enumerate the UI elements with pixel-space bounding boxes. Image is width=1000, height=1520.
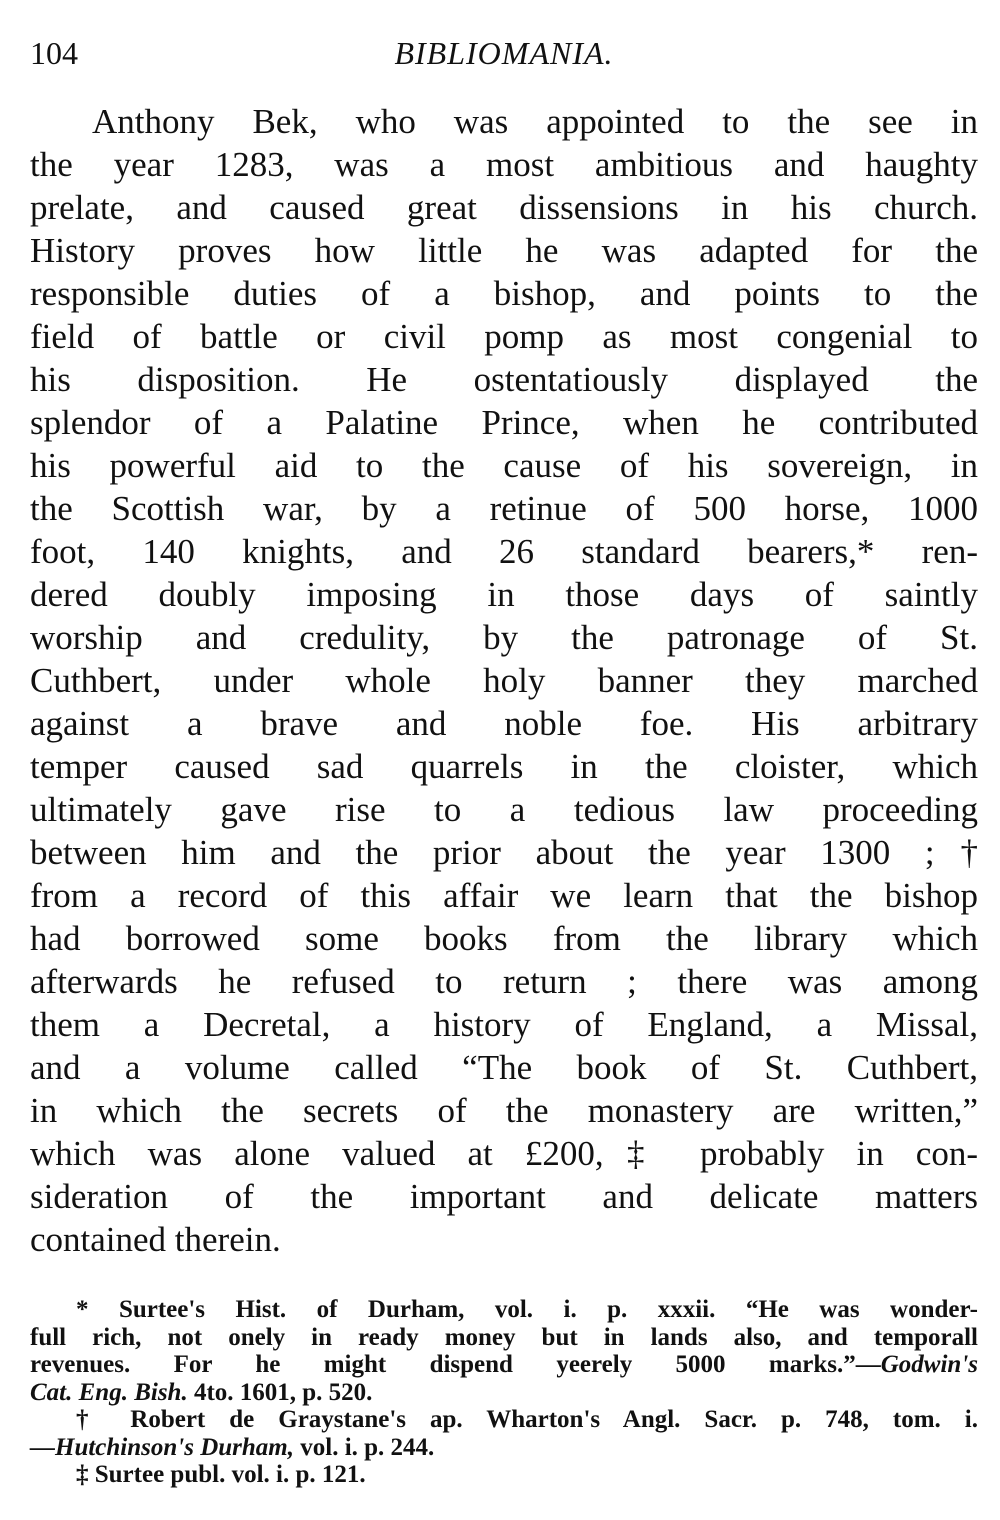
- body-line: them a Decretal, a history of England, a Missal,: [30, 1005, 978, 1044]
- footnote-1-text: revenues. For he might dispend yeerely 5000 marks.”—: [30, 1351, 881, 1378]
- running-title: BIBLIOMANIA.: [394, 35, 614, 71]
- footnote-1-source-title: Cat. Eng. Bish.: [30, 1378, 188, 1406]
- page-number: 104: [30, 35, 78, 71]
- body-line: splendor of a Palatine Prince, when he contributed: [30, 403, 978, 442]
- body-line: Anthony Bek, who was appointed to the see in: [92, 102, 978, 141]
- body-line: against a brave and noble foe. His arbitrary: [30, 704, 978, 743]
- footnote-1-source-author: Godwin's: [880, 1351, 978, 1378]
- footnote-2-line: [30, 1434, 978, 1462]
- body-line: foot, 140 knights, and 26 standard bearers,* ren-: [30, 532, 978, 571]
- body-line: from a record of this affair we learn that the bishop: [30, 876, 978, 915]
- footnote-2-citation: vol. i. p. 244.: [294, 1433, 435, 1461]
- body-line: responsible duties of a bishop, and points to the: [30, 274, 978, 313]
- footnote-1-line: [30, 1351, 978, 1379]
- footnote-3-line: ‡ Surtee publ. vol. i. p. 121.: [76, 1461, 366, 1488]
- body-paragraph: [30, 100, 978, 1261]
- body-line: in which the secrets of the monastery are written,”: [30, 1091, 978, 1130]
- body-line: History proves how little he was adapted for the: [30, 231, 978, 270]
- body-line: his powerful aid to the cause of his sovereign, in: [30, 446, 978, 485]
- body-line: which was alone valued at £200,‡ probably in con-: [30, 1134, 978, 1173]
- footnote-2-line: † Robert de Graystane's ap. Wharton's Angl. Sacr. p. 748, tom. i.: [76, 1406, 978, 1433]
- body-line: the year 1283, was a most ambitious and haughty: [30, 145, 978, 184]
- body-line: temper caused sad quarrels in the cloister, which: [30, 747, 978, 786]
- body-line: worship and credulity, by the patronage of St.: [30, 618, 978, 657]
- body-line: between him and the prior about the year 1300 ;†: [30, 833, 978, 872]
- body-line: his disposition. He ostentatiously displayed the: [30, 360, 978, 399]
- body-line: sideration of the important and delicate matters: [30, 1177, 978, 1216]
- footnote-1-line: [30, 1379, 978, 1407]
- body-line: contained therein.: [30, 1220, 281, 1259]
- page-header: [30, 28, 978, 78]
- body-line: dered doubly imposing in those days of saintly: [30, 575, 978, 614]
- body-line: prelate, and caused great dissensions in his church.: [30, 188, 978, 227]
- body-line: had borrowed some books from the library which: [30, 919, 978, 958]
- body-line: Cuthbert, under whole holy banner they marched: [30, 661, 978, 700]
- body-line: afterwards he refused to return ; there was among: [30, 962, 978, 1001]
- footnote-1-line: full rich, not onely in ready money but in lands also, and temporall: [30, 1323, 978, 1351]
- body-line: ultimately gave rise to a tedious law proceeding: [30, 790, 978, 829]
- body-line: and a volume called “The book of St. Cuthbert,: [30, 1048, 978, 1087]
- body-line: the Scottish war, by a retinue of 500 horse, 1000: [30, 489, 978, 528]
- footnote-2-source-title: —Hutchinson's Durham,: [30, 1433, 294, 1461]
- footnotes: [30, 1296, 978, 1489]
- body-line: field of battle or civil pomp as most congenial to: [30, 317, 978, 356]
- footnote-1-citation: 4to. 1601, p. 520.: [187, 1378, 373, 1406]
- footnote-1-line: * Surtee's Hist. of Durham, vol. i. p. xxxii. “He was wonder-: [76, 1296, 978, 1323]
